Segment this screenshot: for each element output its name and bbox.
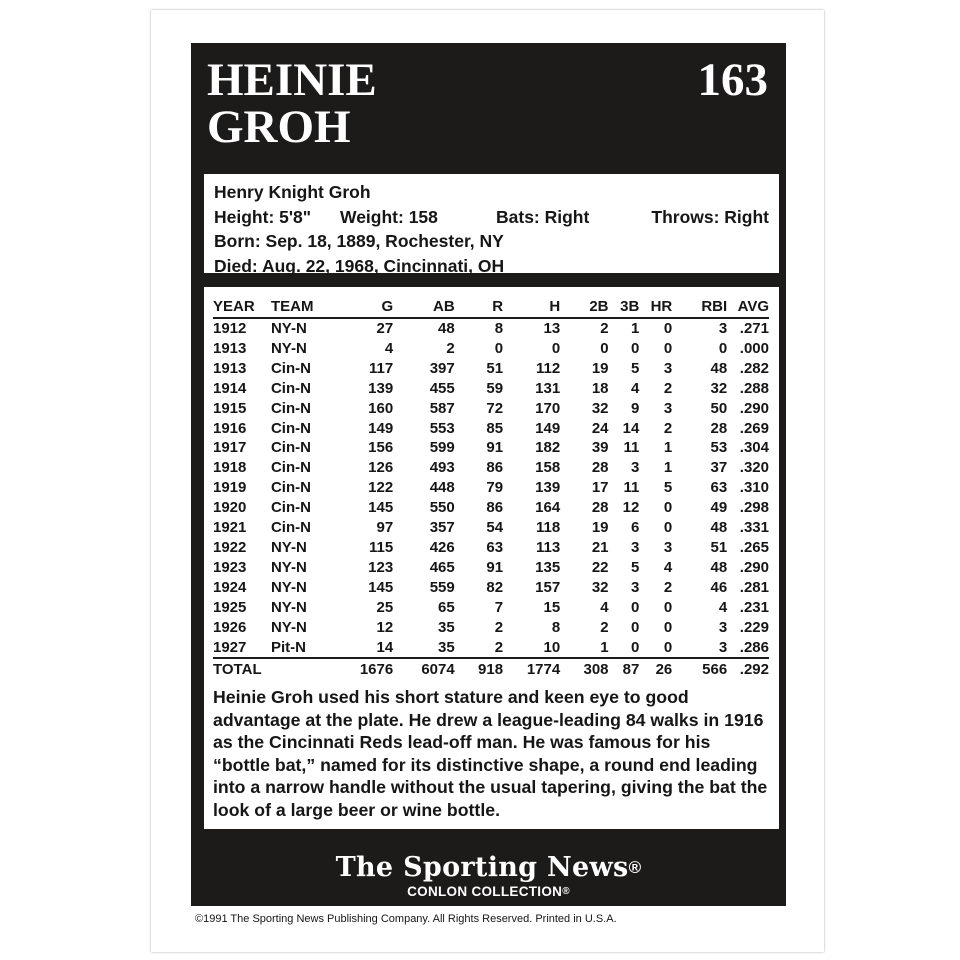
stats-row bbox=[213, 578, 769, 598]
total-2b: 308 bbox=[583, 661, 609, 679]
stats-row bbox=[213, 638, 769, 659]
cell-g: 139 bbox=[368, 379, 394, 397]
cell-3b: 0 bbox=[630, 638, 640, 656]
cell-rbi: 53 bbox=[710, 439, 728, 457]
cell-g: 145 bbox=[368, 578, 394, 596]
stats-box bbox=[204, 287, 779, 829]
stats-header-row bbox=[213, 296, 769, 318]
cell-2b: 39 bbox=[591, 439, 609, 457]
bats-text: Bats: Right bbox=[496, 206, 590, 227]
stats-row bbox=[213, 498, 769, 518]
cell-rbi: 46 bbox=[710, 578, 728, 596]
cell-ab: 559 bbox=[429, 578, 455, 596]
cell-team: NY-N bbox=[270, 578, 307, 596]
cell-3b: 11 bbox=[623, 479, 640, 497]
cell-year: 1917 bbox=[213, 439, 247, 457]
cell-2b: 19 bbox=[591, 359, 609, 377]
cell-g: 126 bbox=[368, 459, 394, 477]
cell-year: 1914 bbox=[213, 379, 247, 397]
cell-ab: 2 bbox=[446, 339, 455, 357]
header-team: TEAM bbox=[270, 298, 314, 315]
bio-paragraph: Heinie Groh used his short stature and keen eye to good advantage at the plate. He drew a league-leading 84 walks in 1916 as the Cincinnati Reds lead-off man. He was famous for his “bottle bat,” named for its distinctive shape, a round end leading into a narrow handle without the usual tapering, giving the bat the look of a large beer or wine bottle. bbox=[213, 687, 768, 820]
cell-r: 91 bbox=[486, 439, 504, 457]
cell-rbi: 32 bbox=[710, 379, 728, 397]
cell-r: 0 bbox=[494, 339, 504, 357]
cell-ab: 455 bbox=[429, 379, 455, 397]
stats-row bbox=[213, 458, 769, 478]
cell-r: 82 bbox=[486, 578, 504, 596]
bio-box bbox=[204, 174, 779, 276]
stats-row bbox=[213, 538, 769, 558]
stats-row bbox=[213, 518, 769, 538]
cell-h: 170 bbox=[535, 399, 561, 417]
cell-3b: 6 bbox=[630, 519, 640, 537]
cell-ab: 48 bbox=[438, 320, 455, 337]
cell-avg: .331 bbox=[739, 519, 769, 537]
cell-avg: .288 bbox=[739, 379, 769, 397]
cell-3b: 0 bbox=[630, 618, 640, 636]
height-text: Height: 5'8" bbox=[214, 206, 312, 227]
cell-rbi: 50 bbox=[710, 399, 728, 417]
player-name-first: HEINIE bbox=[207, 54, 377, 106]
cell-team: NY-N bbox=[270, 618, 307, 636]
cell-rbi: 51 bbox=[710, 538, 728, 556]
cell-team: Cin-N bbox=[270, 419, 311, 437]
cell-rbi: 49 bbox=[710, 499, 728, 517]
cell-avg: .290 bbox=[739, 399, 769, 417]
cell-team: Cin-N bbox=[270, 499, 311, 517]
cell-2b: 18 bbox=[591, 379, 609, 397]
cell-avg: .229 bbox=[739, 618, 769, 636]
cell-rbi: 4 bbox=[718, 598, 728, 616]
cell-g: 117 bbox=[368, 359, 394, 377]
total-hr: 26 bbox=[655, 661, 673, 679]
cell-h: 15 bbox=[543, 598, 561, 616]
cell-team: Pit-N bbox=[270, 638, 306, 656]
cell-2b: 21 bbox=[591, 538, 609, 556]
cell-2b: 2 bbox=[600, 618, 609, 636]
collection-text: CONLON COLLECTION bbox=[407, 884, 563, 899]
cell-year: 1919 bbox=[213, 479, 247, 497]
cell-rbi: 3 bbox=[718, 638, 728, 656]
cell-team: Cin-N bbox=[270, 379, 311, 397]
cell-hr: 0 bbox=[663, 638, 673, 656]
stats-row bbox=[213, 618, 769, 638]
cell-3b: 11 bbox=[623, 439, 640, 457]
cell-2b: 1 bbox=[600, 638, 609, 656]
header-r: R bbox=[492, 298, 504, 315]
died-text: Died: Aug. 22, 1968, Cincinnati, OH bbox=[214, 255, 505, 276]
cell-ab: 553 bbox=[429, 419, 455, 437]
cell-2b: 28 bbox=[591, 459, 609, 477]
copyright-line: ©1991 The Sporting News Publishing Company. All Rights Reserved. Printed in U.S.A. bbox=[195, 913, 617, 925]
cell-hr: 1 bbox=[663, 439, 673, 457]
cell-r: 2 bbox=[494, 638, 504, 656]
header-avg: AVG bbox=[737, 298, 769, 315]
cell-ab: 426 bbox=[429, 538, 455, 556]
cell-r: 59 bbox=[486, 379, 504, 397]
cell-avg: .286 bbox=[739, 638, 769, 656]
player-name bbox=[207, 54, 377, 153]
cell-r: 51 bbox=[486, 359, 504, 377]
header-hr: HR bbox=[650, 298, 673, 315]
cell-year: 1920 bbox=[213, 499, 247, 517]
cell-team: Cin-N bbox=[270, 519, 311, 537]
cell-2b: 32 bbox=[591, 399, 609, 417]
total-team bbox=[268, 658, 347, 681]
stats-row bbox=[213, 339, 769, 359]
header-year: YEAR bbox=[213, 298, 255, 315]
cell-year: 1922 bbox=[213, 538, 247, 556]
stats-table bbox=[213, 296, 769, 681]
cell-3b: 3 bbox=[630, 459, 640, 477]
cell-h: 139 bbox=[535, 479, 561, 497]
cell-r: 86 bbox=[486, 459, 504, 477]
cell-g: 115 bbox=[368, 538, 394, 556]
cell-r: 72 bbox=[486, 399, 504, 417]
cell-avg: .000 bbox=[739, 339, 769, 357]
cell-team: Cin-N bbox=[270, 459, 311, 477]
cell-rbi: 48 bbox=[710, 519, 728, 537]
cell-hr: 0 bbox=[663, 499, 673, 517]
cell-year: 1925 bbox=[213, 598, 247, 616]
cell-g: 122 bbox=[368, 479, 394, 497]
total-avg: .292 bbox=[739, 661, 769, 679]
sporting-news-logo bbox=[191, 853, 786, 883]
cell-hr: 0 bbox=[663, 320, 673, 337]
cell-h: 13 bbox=[543, 320, 561, 337]
cell-team: NY-N bbox=[270, 598, 307, 616]
cell-avg: .281 bbox=[739, 578, 769, 596]
born-text: Born: Sep. 18, 1889, Rochester, NY bbox=[214, 231, 504, 251]
cell-hr: 5 bbox=[663, 479, 673, 497]
cell-hr: 0 bbox=[663, 598, 673, 616]
cell-2b: 0 bbox=[600, 339, 609, 357]
total-g: 1676 bbox=[359, 661, 394, 679]
cell-ab: 550 bbox=[429, 499, 455, 517]
cell-r: 54 bbox=[486, 519, 504, 537]
cell-rbi: 3 bbox=[718, 320, 728, 337]
cell-team: Cin-N bbox=[270, 359, 311, 377]
cell-3b: 4 bbox=[630, 379, 640, 397]
cell-2b: 2 bbox=[600, 320, 609, 337]
header-rbi: RBI bbox=[701, 298, 728, 315]
cell-h: 135 bbox=[535, 558, 561, 576]
cell-hr: 3 bbox=[663, 359, 673, 377]
total-rbi: 566 bbox=[702, 661, 728, 679]
cell-year: 1926 bbox=[213, 618, 247, 636]
cell-3b: 5 bbox=[630, 359, 640, 377]
cell-h: 0 bbox=[551, 339, 561, 357]
cell-avg: .304 bbox=[739, 439, 769, 457]
cell-g: 25 bbox=[376, 598, 394, 616]
cell-h: 182 bbox=[535, 439, 561, 457]
cell-year: 1916 bbox=[213, 419, 247, 437]
cell-h: 10 bbox=[543, 638, 561, 656]
cell-2b: 22 bbox=[591, 558, 609, 576]
cell-3b: 0 bbox=[630, 598, 640, 616]
weight-text: Weight: 158 bbox=[340, 206, 438, 227]
cell-hr: 2 bbox=[663, 379, 673, 397]
cell-hr: 3 bbox=[663, 399, 673, 417]
cell-ab: 357 bbox=[429, 519, 455, 537]
cell-g: 12 bbox=[376, 618, 394, 636]
cell-team: NY-N bbox=[270, 558, 307, 576]
cell-h: 157 bbox=[535, 578, 561, 596]
header-2b: 2B bbox=[589, 298, 609, 315]
player-name-last: GROH bbox=[207, 101, 351, 153]
cell-rbi: 0 bbox=[718, 339, 728, 357]
cell-h: 131 bbox=[535, 379, 561, 397]
cell-rbi: 48 bbox=[710, 558, 728, 576]
cell-hr: 2 bbox=[663, 419, 673, 437]
cell-team: NY-N bbox=[270, 538, 307, 556]
cell-2b: 19 bbox=[591, 519, 609, 537]
stats-row bbox=[213, 478, 769, 498]
baseball-card-back bbox=[151, 10, 824, 952]
cell-avg: .269 bbox=[739, 419, 769, 437]
cell-ab: 35 bbox=[438, 638, 455, 656]
cell-h: 118 bbox=[535, 519, 561, 537]
collection-label bbox=[191, 884, 786, 900]
cell-g: 160 bbox=[368, 399, 394, 417]
cell-avg: .310 bbox=[739, 479, 769, 497]
cell-year: 1927 bbox=[213, 638, 247, 656]
stats-body bbox=[213, 318, 769, 658]
stats-row bbox=[213, 419, 769, 439]
cell-hr: 3 bbox=[663, 538, 673, 556]
cell-r: 8 bbox=[494, 320, 504, 337]
cell-avg: .231 bbox=[739, 598, 769, 616]
cell-ab: 397 bbox=[429, 359, 455, 377]
cell-2b: 32 bbox=[591, 578, 609, 596]
cell-g: 156 bbox=[368, 439, 394, 457]
cell-g: 123 bbox=[368, 558, 394, 576]
cell-hr: 0 bbox=[663, 339, 673, 357]
cell-r: 63 bbox=[486, 538, 504, 556]
cell-rbi: 28 bbox=[710, 419, 728, 437]
cell-avg: .265 bbox=[739, 538, 769, 556]
cell-avg: .271 bbox=[739, 320, 769, 337]
cell-year: 1924 bbox=[213, 578, 247, 596]
cell-2b: 4 bbox=[600, 598, 609, 616]
card-number: 163 bbox=[697, 54, 768, 106]
cell-year: 1921 bbox=[213, 519, 247, 537]
cell-year: 1913 bbox=[213, 339, 247, 357]
cell-r: 91 bbox=[486, 558, 504, 576]
cell-avg: .320 bbox=[739, 459, 769, 477]
cell-team: Cin-N bbox=[270, 479, 311, 497]
cell-2b: 17 bbox=[591, 479, 609, 497]
cell-rbi: 3 bbox=[718, 618, 728, 636]
header-3b: 3B bbox=[620, 298, 640, 315]
cell-h: 112 bbox=[535, 359, 561, 377]
stats-row bbox=[213, 558, 769, 578]
stats-row bbox=[213, 598, 769, 618]
stats-row bbox=[213, 438, 769, 458]
cell-ab: 587 bbox=[429, 399, 455, 417]
cell-hr: 2 bbox=[663, 578, 673, 596]
cell-2b: 28 bbox=[591, 499, 609, 517]
cell-3b: 14 bbox=[622, 419, 640, 437]
cell-g: 149 bbox=[368, 419, 394, 437]
cell-h: 158 bbox=[535, 459, 561, 477]
card-frame bbox=[191, 43, 786, 906]
cell-3b: 3 bbox=[630, 578, 640, 596]
header-h: H bbox=[549, 298, 561, 315]
stats-row bbox=[213, 399, 769, 419]
cell-g: 4 bbox=[384, 339, 394, 357]
total-ab: 6074 bbox=[421, 661, 455, 679]
cell-h: 149 bbox=[535, 419, 561, 437]
total-3b: 87 bbox=[622, 661, 640, 679]
cell-3b: 0 bbox=[630, 339, 640, 357]
stats-total-row bbox=[213, 658, 769, 681]
cell-3b: 9 bbox=[630, 399, 640, 417]
cell-rbi: 37 bbox=[710, 459, 728, 477]
collection-registered-mark: ® bbox=[562, 886, 570, 897]
cell-team: NY-N bbox=[270, 339, 307, 357]
cell-ab: 65 bbox=[438, 598, 455, 616]
cell-year: 1918 bbox=[213, 459, 247, 477]
cell-avg: .298 bbox=[739, 499, 769, 517]
header-g: G bbox=[381, 298, 394, 315]
cell-2b: 24 bbox=[591, 419, 609, 437]
cell-r: 79 bbox=[486, 479, 504, 497]
cell-hr: 4 bbox=[663, 558, 673, 576]
cell-3b: 3 bbox=[630, 538, 640, 556]
cell-team: Cin-N bbox=[270, 439, 311, 457]
cell-ab: 599 bbox=[429, 439, 455, 457]
brand-text: The Sporting News bbox=[335, 852, 629, 883]
cell-team: Cin-N bbox=[270, 399, 311, 417]
cell-h: 113 bbox=[535, 538, 561, 556]
cell-year: 1913 bbox=[213, 359, 247, 377]
cell-rbi: 63 bbox=[710, 479, 728, 497]
stats-row bbox=[213, 318, 769, 339]
cell-ab: 465 bbox=[429, 558, 455, 576]
cell-year: 1912 bbox=[213, 320, 247, 337]
cell-r: 7 bbox=[494, 598, 504, 616]
cell-team: NY-N bbox=[270, 320, 307, 337]
cell-h: 8 bbox=[551, 618, 561, 636]
cell-g: 97 bbox=[376, 519, 394, 537]
stats-row bbox=[213, 379, 769, 399]
cell-avg: .282 bbox=[739, 359, 769, 377]
cell-3b: 5 bbox=[630, 558, 640, 576]
cell-rbi: 48 bbox=[710, 359, 728, 377]
cell-r: 2 bbox=[494, 618, 504, 636]
header-ab: AB bbox=[433, 298, 455, 315]
cell-year: 1923 bbox=[213, 558, 247, 576]
cell-3b: 12 bbox=[622, 499, 640, 517]
cell-hr: 0 bbox=[663, 519, 673, 537]
total-r: 918 bbox=[478, 661, 504, 679]
cell-hr: 1 bbox=[663, 459, 673, 477]
cell-avg: .290 bbox=[739, 558, 769, 576]
cell-3b: 1 bbox=[630, 320, 640, 337]
brand-registered-mark: ® bbox=[628, 858, 642, 877]
cell-r: 86 bbox=[486, 499, 504, 517]
cell-ab: 448 bbox=[429, 479, 455, 497]
throws-text: Throws: Right bbox=[651, 206, 769, 227]
stats-row bbox=[213, 359, 769, 379]
cell-g: 14 bbox=[376, 638, 394, 656]
cell-g: 27 bbox=[376, 320, 394, 337]
total-h: 1774 bbox=[526, 661, 561, 679]
cell-r: 85 bbox=[486, 419, 504, 437]
cell-ab: 35 bbox=[438, 618, 455, 636]
cell-h: 164 bbox=[535, 499, 561, 517]
full-name: Henry Knight Groh bbox=[214, 182, 371, 202]
cell-year: 1915 bbox=[213, 399, 247, 417]
total-label: TOTAL bbox=[213, 661, 262, 679]
cell-hr: 0 bbox=[663, 618, 673, 636]
cell-ab: 493 bbox=[429, 459, 455, 477]
cell-g: 145 bbox=[368, 499, 394, 517]
